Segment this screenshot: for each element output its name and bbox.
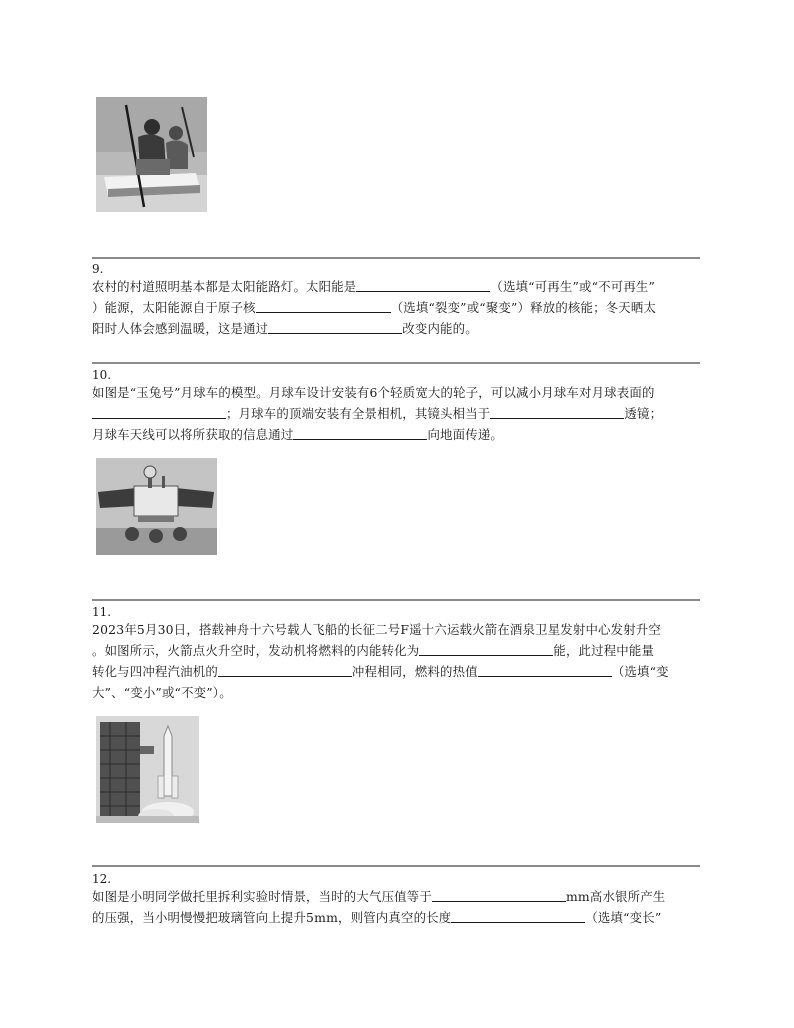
answer-blank[interactable] [490,405,624,419]
answer-blank[interactable] [478,663,612,677]
divider-q9 [92,257,700,259]
answer-blank[interactable] [419,642,553,656]
divider-q12 [92,865,700,867]
rocket-launch-photo [96,716,199,823]
question-number: 9. [92,262,104,276]
divider-q10 [92,362,700,364]
question-text: 农村的村道照明基本都是太阳能路灯。太阳能是 （选填“可再生”或“不可再生” ）能源，太阳能源自于原子核 （选填“裂变”或“聚变”）释放的核能；冬天晒太 阳时人体会感到温暖，这是通过 改变内能的。 [92,279,657,336]
answer-blank[interactable] [256,299,391,313]
question-number: 12. [92,872,112,886]
answer-blank[interactable] [293,426,427,440]
lunar-rover-photo [96,458,217,555]
question-text: 2023年5月30日，搭载神舟十六号载人飞船的长征二号F遥十六运载火箭在酒泉卫星发射中心发射升空 。如图所示，火箭点火升空时，发动机将燃料的内能转化为 能，此过程中能量 转化与四冲程汽油机的 冲程相同，燃料的热值 （选填“变 大”、“变小”或“不变”）。 [92,622,669,700]
answer-blank[interactable] [218,663,352,677]
answer-blank[interactable] [451,909,585,923]
answer-blank[interactable] [268,320,402,334]
question-10 [92,368,704,445]
question-number: 10. [92,368,112,382]
canoe-photo [96,97,207,212]
question-number: 11. [92,605,112,619]
answer-blank[interactable] [432,888,566,902]
question-11 [92,605,704,703]
question-text: 如图是小明同学做托里拆利实验时情景，当时的大气压值等于 mm高水银所产生 的压强，当小明慢慢把玻璃管向上提升5mm，则管内真空的长度 （选填“变长” [92,889,666,925]
question-text: 如图是“玉兔号”月球车的模型。月球车设计安装有6个轻质宽大的轮子，可以减小月球车对月球表面的 ；月球车的顶端安装有全景相机，其镜头相当于 透镜； 月球车天线可以将所获取的信息通过 向地面传递。 [92,385,663,442]
answer-blank[interactable] [356,278,490,292]
answer-blank[interactable] [92,405,226,419]
question-9 [92,262,704,339]
divider-q11 [92,599,700,601]
question-12 [92,872,704,928]
